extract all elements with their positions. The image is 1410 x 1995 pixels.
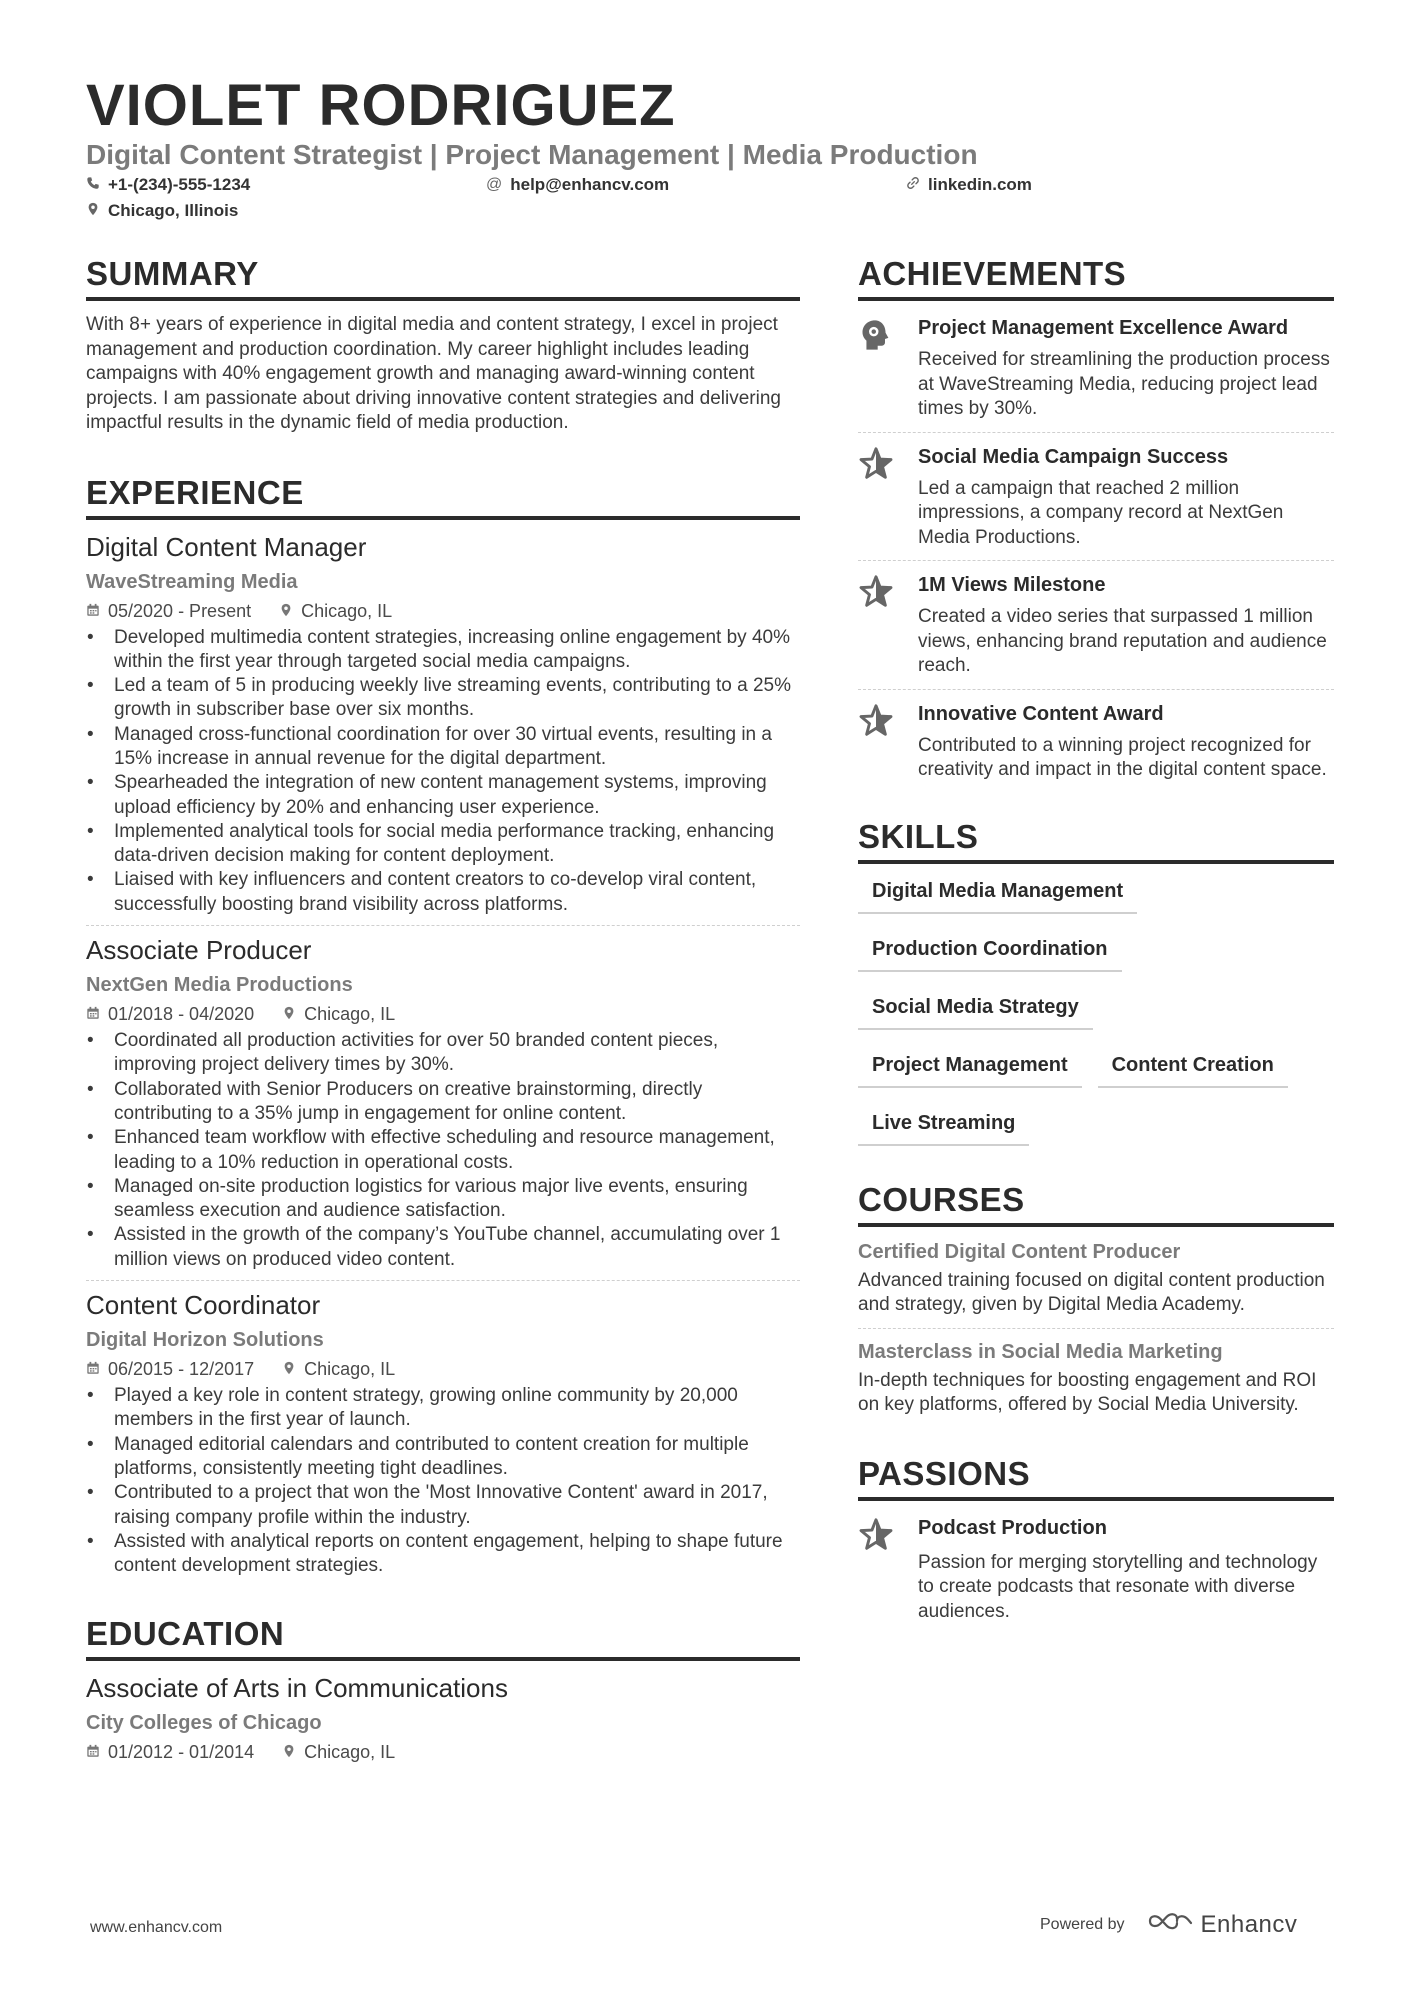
location-pin-icon [282, 1357, 296, 1381]
footer-website[interactable]: www.enhancv.com [90, 1919, 223, 1936]
bullet-item: • Enhanced team workflow with effective scheduling and resource management, leading to a 10% reduction in operational costs. [86, 1126, 800, 1175]
candidate-name: VIOLET RODRIGUEZ [86, 73, 676, 138]
course-title: Masterclass in Social Media Marketing [858, 1340, 1223, 1363]
bullet-item: • Played a key role in content strategy, growing online community by 20,000 members in the first year of launch. [86, 1384, 800, 1433]
job-meta [86, 1002, 800, 1026]
entry-divider [86, 925, 800, 926]
skill-tag: Digital Media Management [858, 864, 1137, 914]
phone-icon [86, 174, 100, 196]
achievement-item [858, 701, 1334, 783]
entry-divider [858, 432, 1334, 433]
calendar-icon [86, 1002, 100, 1026]
contact-phone [86, 174, 250, 196]
company-name: WaveStreaming Media [86, 570, 298, 593]
job-location: Chicago, IL [304, 1359, 396, 1380]
bullet-item: • Assisted with analytical reports on content engagement, helping to shape future content development strategies. [86, 1530, 800, 1579]
company-name: Digital Horizon Solutions [86, 1329, 324, 1352]
course-desc: Advanced training focused on digital content production and strategy, given by Digital Media Academy. [858, 1269, 1325, 1315]
star-icon [858, 572, 900, 679]
calendar-icon [86, 1740, 100, 1764]
location-pin-icon [282, 1740, 296, 1764]
job-location: Chicago, IL [301, 600, 393, 621]
job-title: Content Coordinator [86, 1290, 321, 1321]
contact-location [86, 200, 238, 222]
passion-item [858, 1515, 1334, 1625]
job-title: Digital Content Manager [86, 531, 367, 562]
star-icon [858, 1515, 900, 1625]
passion-desc: Passion for merging storytelling and technology to create podcasts that resonate with diverse audiences. [918, 1551, 1318, 1622]
job-dates: 06/2015 - 12/2017 [108, 1359, 255, 1380]
entry-divider [86, 1280, 800, 1281]
achievement-desc: Created a video series that surpassed 1 million views, enhancing brand reputation and audience reach. [918, 606, 1327, 676]
skill-tag: Live Streaming [858, 1096, 1029, 1146]
experience-entry [86, 1289, 800, 1578]
experience-heading: EXPERIENCE [86, 473, 800, 520]
contact-linkedin [906, 174, 1032, 196]
job-dates: 05/2020 - Present [108, 600, 252, 621]
entry-divider [858, 560, 1334, 561]
achievement-title: Social Media Campaign Success [918, 445, 1229, 468]
bullet-item: • Coordinated all production activities for over 50 branded content pieces, improving project delivery times by 30%. [86, 1029, 800, 1078]
course-desc: In-depth techniques for boosting engagement and ROI on key platforms, offered by Social Media University. [858, 1369, 1317, 1415]
education-dates: 01/2012 - 01/2014 [108, 1742, 255, 1763]
achievement-desc: Contributed to a winning project recognized for creativity and impact in the digital content space. [918, 734, 1327, 780]
skill-tag: Production Coordination [858, 922, 1122, 972]
bullet-item: • Led a team of 5 in producing weekly live streaming events, contributing to a 25% growth in subscriber base over six months. [86, 674, 800, 723]
job-bullets [86, 626, 800, 918]
experience-entry [86, 531, 800, 918]
location-pin-icon [86, 200, 100, 222]
star-icon [858, 444, 900, 551]
courses-heading: COURSES [858, 1180, 1334, 1227]
experience-entry [86, 934, 800, 1272]
course-item [858, 1239, 1334, 1318]
skills-heading: SKILLS [858, 817, 1334, 864]
entry-divider [858, 689, 1334, 690]
education-meta [86, 1740, 800, 1764]
achievement-item [858, 315, 1334, 422]
location-text: Chicago, Illinois [108, 201, 239, 220]
bullet-item: • Contributed to a project that won the 'Most Innovative Content' award in 2017, raising company profile within the industry. [86, 1481, 800, 1530]
bullet-item: • Collaborated with Senior Producers on creative brainstorming, directly contributing to a 35% jump in engagement for online content. [86, 1078, 800, 1127]
head-icon [858, 315, 900, 422]
job-meta [86, 599, 800, 623]
calendar-icon [86, 599, 100, 623]
bullet-item: • Managed cross-functional coordination for over 30 virtual events, resulting in a 15% increase in annual revenue for the digital department. [86, 723, 800, 772]
location-pin-icon [282, 1002, 296, 1026]
achievement-desc: Led a campaign that reached 2 million impressions, a company record at NextGen Media Productions. [918, 477, 1284, 548]
calendar-icon [86, 1357, 100, 1381]
linkedin-link[interactable]: linkedin.com [928, 175, 1032, 194]
contact-email [486, 174, 669, 196]
email-link[interactable]: help@enhancv.com [510, 175, 670, 194]
education-heading: EDUCATION [86, 1614, 800, 1661]
left-column [86, 254, 800, 1764]
phone-text: +1-(234)-555-1234 [108, 175, 251, 194]
enhancv-logo-text: Enhancv [1200, 1910, 1298, 1938]
bullet-item: • Managed editorial calendars and contributed to content creation for multiple platforms, consistently meeting tight deadlines. [86, 1433, 800, 1482]
skill-tag: Project Management [858, 1038, 1082, 1088]
bullet-item: • Spearheaded the integration of new content management systems, improving upload efficiency by 20% and enhancing user experience. [86, 771, 800, 820]
powered-by-label: Powered by [1040, 1915, 1125, 1933]
job-dates: 01/2018 - 04/2020 [108, 1004, 255, 1025]
job-location: Chicago, IL [304, 1004, 396, 1025]
footer-branding [1040, 1910, 1297, 1939]
summary-heading: SUMMARY [86, 254, 800, 301]
skill-tag: Content Creation [1098, 1038, 1288, 1088]
achievement-item [858, 444, 1334, 551]
skill-tag: Social Media Strategy [858, 980, 1093, 1030]
degree-title: Associate of Arts in Communications [86, 1673, 508, 1704]
passions-heading: PASSIONS [858, 1454, 1334, 1501]
job-bullets [86, 1384, 800, 1578]
enhancv-logo[interactable] [1147, 1910, 1298, 1939]
bullet-item: • Managed on-site production logistics for various major live events, ensuring seamless execution and audience satisfaction. [86, 1175, 800, 1224]
skills-list [858, 864, 1334, 1154]
achievement-item [858, 572, 1334, 679]
education-entry [86, 1672, 800, 1764]
bullet-item: • Liaised with key influencers and content creators to co-develop viral content, successfully boosting brand visibility across platforms. [86, 868, 800, 917]
achievement-title: Innovative Content Award [918, 702, 1164, 725]
course-title: Certified Digital Content Producer [858, 1240, 1181, 1263]
achievements-heading: ACHIEVEMENTS [858, 254, 1334, 301]
bullet-item: • Developed multimedia content strategies, increasing online engagement by 40% within the first year through targeted social media campaigns. [86, 626, 800, 675]
location-pin-icon [279, 599, 293, 623]
bullet-item: • Implemented analytical tools for social media performance tracking, enhancing data-driven decision making for content deployment. [86, 820, 800, 869]
entry-divider [858, 1328, 1334, 1329]
star-icon [858, 701, 900, 783]
enhancv-logo-icon [1147, 1910, 1193, 1939]
right-column [858, 254, 1334, 1624]
candidate-headline: Digital Content Strategist | Project Management | Media Production [86, 139, 978, 170]
school-name: City Colleges of Chicago [86, 1712, 322, 1735]
job-title: Associate Producer [86, 935, 312, 966]
job-meta [86, 1357, 800, 1381]
achievement-title: 1M Views Milestone [918, 574, 1106, 596]
summary-text: With 8+ years of experience in digital media and content strategy, I excel in project management and production coordination. My career highlight includes leading campaigns with 40% engagement growth and managing award-winning content projects. I am passionate about driving innovative content strategies and delivering impactful results in the dynamic field of media production. [86, 314, 781, 433]
passion-title: Podcast Production [918, 1516, 1107, 1539]
achievement-title: Project Management Excellence Award [918, 317, 1289, 339]
course-item [858, 1339, 1334, 1418]
link-icon [906, 174, 920, 196]
company-name: NextGen Media Productions [86, 974, 353, 997]
at-icon: @ [486, 176, 503, 193]
job-bullets [86, 1029, 800, 1272]
education-location: Chicago, IL [304, 1742, 396, 1763]
achievement-desc: Received for streamlining the production process at WaveStreaming Media, reducing project lead times by 30%. [918, 349, 1330, 419]
bullet-item: • Assisted in the growth of the company’s YouTube channel, accumulating over 1 million views on produced video content. [86, 1223, 800, 1272]
